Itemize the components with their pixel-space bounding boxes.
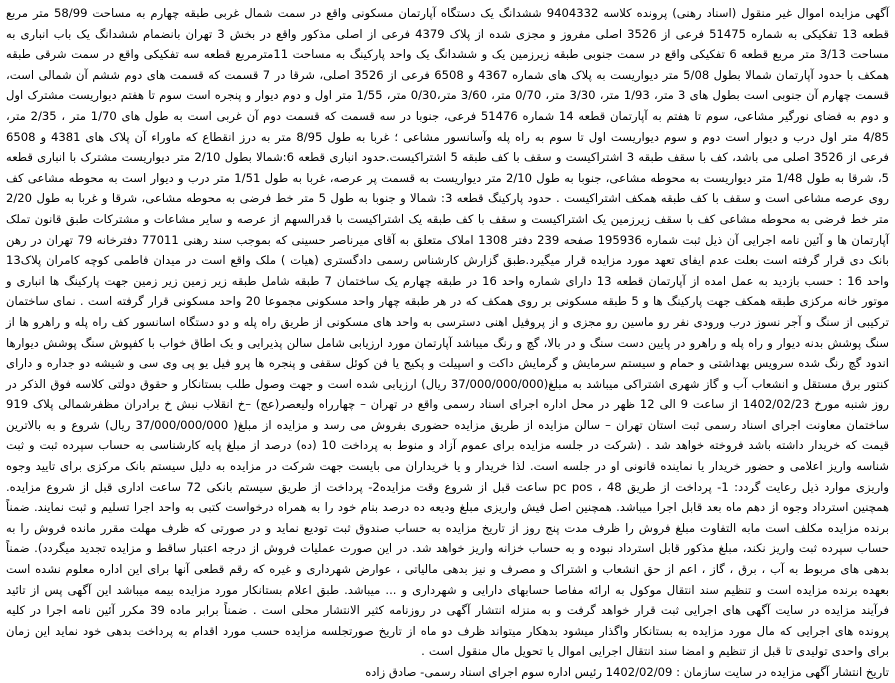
auction-notice-body: آگهی مزایده اموال غیر منقول (اسناد رهنی) پرونده کلاسه 9404332 ششدانگ یک دستگاه آپارتمان مسکونی واقع در سمت شمال غربی طبقه چهارم به مساحت 58/99 متر مربع قطعه 13 تفکیکی به شماره 51475 فرعی از 3526 اصلی مفروز و مجزی شده از پلاک 4379 فرعی از اصلی مذکور واقع در بخش 3 تهران بانضمام ششدانگ یک باب انباری به مساحت 3/13 متر مربع قطعه 6 تفکیکی واقع در سمت جنوبی طبقه زیرزمین یک و ششدانگ یک واحد پارکینگ به مساحت 11مترمربع قطعه سه تفکیکی واقع در سمت شرقی طبقه همکف با حدود آپارتمان شمالا بطول 5/08 متر دیواریست به پلاک های شماره 4367 و 6508 فرعی از 3526 اصلی، شرقا در 7 قسمت که قسمت های دوم ششم آن شمالی است، قسمت چهارم آن جنوبی است بطول های 3 متر، 1/93 متر، 3/30 متر، 0/70 متر، 3/60 متر،0/30 متر، 1/55 متر اول و دوم دیوار و پنجره است سوم تا هفتم دیواریست مشترک اول و دوم به فضای نورگیر مشاعی، سوم تا هفتم به آپارتمان قطعه 14 شماره 51476 فرعی، جنوبا در سه قسمت که قسمت دوم آن غربی است به طول های 1/70 متر ، 2/35 متر، 4/85 متر اول درب و دیوار است دوم و سوم دیواریست اول تا سوم به راه پله وآسانسور مشاعی ؛ غربا به طول 8/95 متر به درز انقطاع که ماوراء آن پلاک های 4381 و 6508 فرعی از 3526 اصلی می باشد، کف با سقف طبقه 3 اشتراکیست و سقف با کف طبقه 5 اشتراکیست.حدود انباری قطعه 6:شمالا بطول 2/10 متر دیواریست مشترک با انباری قطعه 5، شرقا به طول 1/48 متر دیواریست به محوطه مشاعی، جنوبا به طول 2/10 متر دیواریست به قسمت پر عرصه، غربا به طول 1/51 متر درب و دیوار است به محوطه مشاعی کف روی عرصه مشاعی است و سقف با کف طبقه همکف اشتراکیست . حدود پارکینگ قطعه 3: شمالا و جنوبا به طول 5 متر خط فرضی به محوطه مشاعی، شرقا و غربا به طول 2/20 متر خط فرضی به محوطه مشاعی کف با سقف زیرزمین یک اشتراکیست و سقف با کف طبقه یک اشتراکیست با قدرالسهم از عرصه و سایر مشاعات و مشترکات طبق قانون تملک آپارتمان ها و آئین نامه اجرایی آن ذیل ثبت شماره 195936 صفحه 239 دفتر 1308 املاک متعلق به آقای میرناصر حسینی که بموجب سند رهنی 77011 دفترخانه 79 تهران در رهن بانک دی قرار گرفته است بعلت عدم ایفای تعهد مورد مزایده قرار میگیرد.طبق گزارش کارشناس رسمی دادگستری (هیات ) ملک واقع است در میدان فاطمی کوچه کامران پلاک13 واحد 16 : حسب بازدید به عمل امده از آپارتمان قطعه 13 دارای شماره واحد 16 در طبقه چهارم یک ساختمان 7 طبقه شامل طبقه زیر زمین زیر زمین جهت پارکینگ ها انباری و موتور خانه مرکزی طبقه همکف جهت پارکینگ ها و 5 طبقه مسکونی بر روی همکف که در هر طبقه چهار واحد مسکونی مجموعا 20 واحد مسکونی قرار گرفته است . نمای ساختمان ترکیبی از سنگ و آجر نسوز درب ورودی نفر رو ماسین رو مجزی و از پروفیل اهنی دسترسی به واحد های مسکونی از طریق راه پله و دو دستگاه اسانسور کف راه پله و راهرو ها از سنگ پوشش بدنه دیوار و راه پله و راهرو در پایین دست سنگ و در بالا، گچ و رنگ میباشد آپارتمان مورد ارزیابی شامل سالن پذیرایی و یک اطاق خواب با کفپوش سنگ پوشش دیوارها اندود گچ رنگ شده سرویس بهداشتی و حمام و سیستم سرمایش و گرمایش داکت و اسپیلت و پکیج یا فن کوئل سقفی و پنجره ها پرو فیل یو پی وی سی و شیشه دو جداره و دارای کنتور برق مستقل و انشعاب آب و گاز شهری اشتراکی میباشد به مبلغ(37/000/000/000 ریال) ارزیابی شده است و جهت وصول طلب بستانکار و حقوق دولتی کلاسه فوق الذکر در روز شنبه مورخ 1402/02/23 از ساعت 9 الی 12 ظهر در محل اداره اجرای اسناد رسمی واقع در تهران – چهارراه ولیعصر(عج) –خ انقلاب نبش خ برادران مظفرشمالی پلاک 919 ساختمان معاونت اجرای اسناد رسمی ثبت استان تهران – سالن مزایده از طریق مزایده حضوری بفروش می رسد و مزایده از مبلغ( 37/000/000/000 ریال) شروع و به بالاترین قیمت که خریدار داشته باشد فروخته خواهد شد . (شرکت در جلسه مزایده برای عموم آزاد و منوط به پرداخت 10 (ده) درصد از مبلغ پایه کارشناسی به حساب سپرده ثبت و ثبت شناسه واریز اعلامی و حضور خریدار یا نماینده قانونی او در جلسه است. لذا خریدار و یا خریداران می بایست جهت شرکت در مزایده به دلیل سیستم بانک مرکزی برای تایید وجوه واریزی موارد ذیل رعایت گردد: 1- پرداخت از طریق pc pos ، 48 ساعت قبل از شروع وقت مزایده2- پرداخت از طریق سیستم بانکی 72 ساعت اداری قبل از شروع مزایده. همچنین استرداد وجوه از دهم ماه بعد قابل اجرا میباشد. همچنین اصل فیش واریزی مبلغ ودیعه ده درصد بنام خود را به همراه درخواست کتبی به واحد اجرا تسلیم و ثبت نمایند. ضمناً برنده مزایده مکلف است مابه التفاوت مبلغ فروش را ظرف مدت پنج روز از تاریخ مزایده به حساب صندوق ثبت تودیع نماید و در صورتی که ظرف مهلت مقرر مانده فروش را به حساب سپرده ثبت واریز نکند، مبلغ مذکور قابل استرداد نبوده و به حساب خزانه واریز خواهد شد. در این صورت عملیات فروش از درجه اعتبار ساقط و مزایده تجدید میگردد). ضمناً بدهی های مربوط به آب ، برق ، گاز ، اعم از حق انشعاب و اشتراک و مصرف و نیز بدهی مالیاتی ، عوارض شهرداری و غیره که رقم قطعی آنها برای این اداره معلوم نشده است بعهده برنده مزایده است و تنظیم سند انتقال موکول به ارائه مفاصا حسابهای دارایی و شهرداری و ... میباشد. طبق اعلام بستانکار مورد مزایده بیمه میباشد این آگهی پس از تائید فرآیند مزایده در سایت آگهی های اجرایی ثبت قرار خواهد گرفت و به منزله انتشار آگهی در روزنامه کثیر الانتشار محلی است . ضمناً برابر ماده 39 مکرر آئین نامه اجرا در کلیه پرونده های اجرایی که مال مورد مزایده به بستانکار واگذار میشود بدهکار میتواند ظرف دو ماه از تاریخ صورتجلسه مزایده حسب مورد اقدام به پرداخت بدهی خود نماید این زمان برای واحدی تولیدی تا قبل از تنظیم و امضا سند انتقال اجرایی اموال یا تحویل مال منقول است . (6, 6, 890, 659)
auction-notice-footer: تاریخ انتشار آگهی مزایده در سایت سازمان : 1402/02/09 رئیس اداره سوم اجرای اسناد رسمی- صادق زاده (365, 665, 889, 679)
